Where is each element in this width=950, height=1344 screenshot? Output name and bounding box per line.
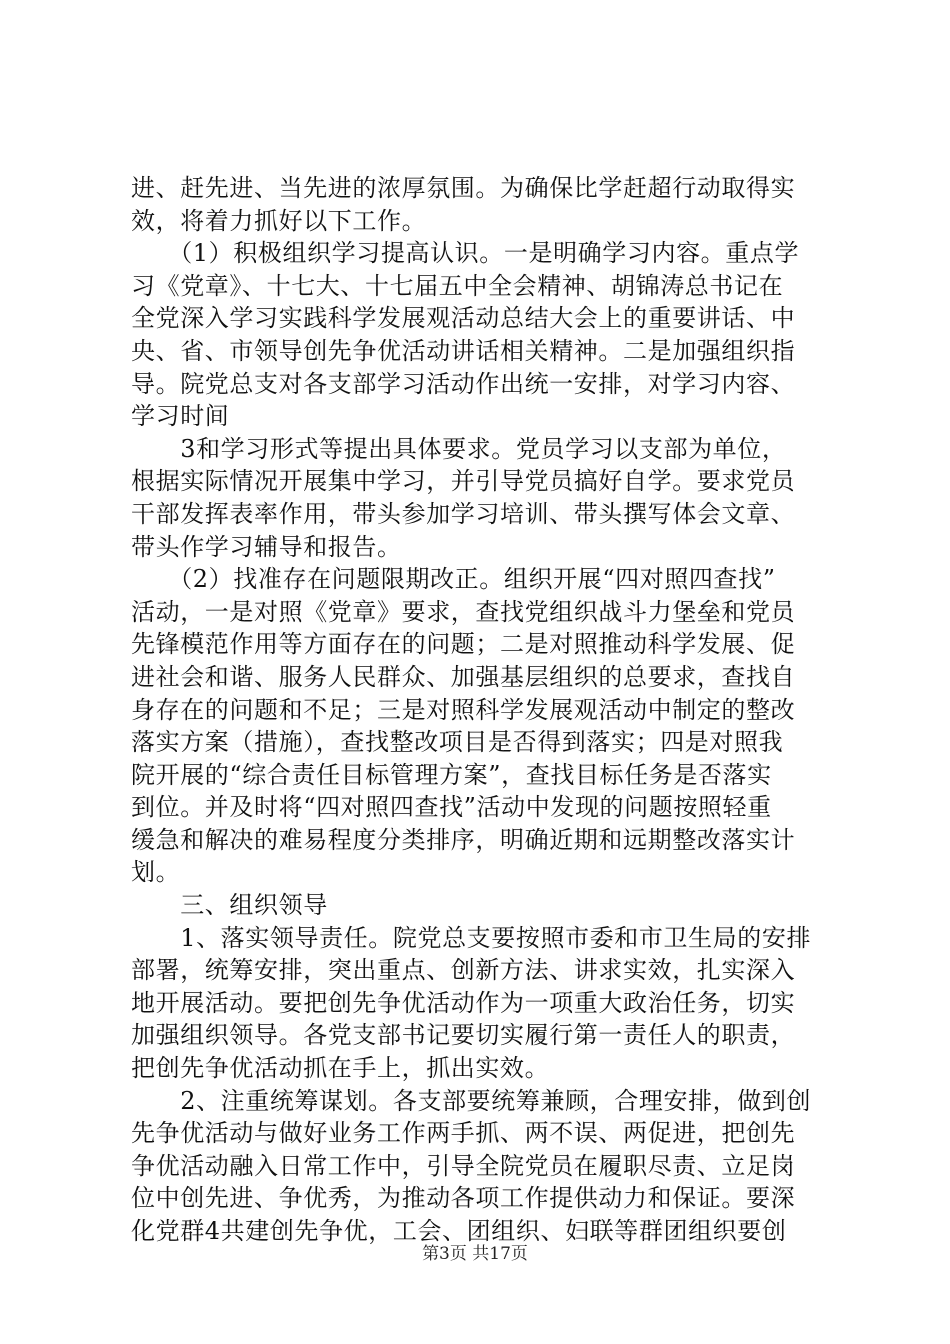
document-body — [131, 172, 831, 1248]
page-footer: 第3页 共17页 — [422, 1244, 528, 1264]
text-line: 身存在的问题和不足；三是对照科学发展观活动中制定的整改 — [131, 695, 796, 724]
text-line: 导。院党总支对各支部学习活动作出统一安排，对学习内容、 — [131, 369, 796, 398]
text-line: 进、赶先进、当先进的浓厚氛围。为确保比学赶超行动取得实 — [131, 174, 796, 202]
text-line: 争优活动融入日常工作中，引导全院党员在履职尽责、立足岗 — [131, 1151, 796, 1180]
text-line: 到位。并及时将“四对照四查找”活动中发现的问题按照轻重 — [131, 793, 772, 822]
text-line: 央、省、市领导创先争优活动讲话相关精神。二是加强组织指 — [131, 336, 796, 365]
text-line: 3和学习形式等提出具体要求。党员学习以支部为单位， — [131, 434, 787, 463]
text-line: 习《党章》、十七大、十七届五中全会精神、胡锦涛总书记在 — [131, 271, 784, 300]
text-line: 效，将着力抓好以下工作。 — [131, 206, 427, 235]
text-line: 院开展的“综合责任目标管理方案”，查找目标任务是否落实 — [131, 760, 772, 789]
text-line: 把创先争优活动抓在手上，抓出实效。 — [131, 1054, 550, 1083]
text-line: 加强组织领导。各党支部书记要切实履行第一责任人的职责， — [131, 1021, 796, 1050]
text-line: 活动，一是对照《党章》要求，查找党组织战斗力堡垒和党员 — [131, 597, 796, 626]
text-line: 先锋模范作用等方面存在的问题；二是对照推动科学发展、促 — [131, 630, 796, 659]
text-line: 根据实际情况开展集中学习，并引导党员搞好自学。要求党员 — [131, 467, 796, 496]
text-line: 化党群4共建创先争优，工会、团组织、妇联等群团组织要创 — [131, 1217, 787, 1245]
text-line: 部署，统筹安排，突出重点、创新方法、讲求实效，扎实深入 — [131, 956, 796, 985]
text-line: 三、组织领导 — [131, 891, 328, 920]
text-line: 1、落实领导责任。院党总支要按照市委和市卫生局的安排 — [131, 923, 812, 952]
text-line: 划。 — [131, 858, 181, 887]
text-line: （2）找准存在问题限期改正。组织开展“四对照四查找” — [131, 565, 776, 594]
text-line: 先争优活动与做好业务工作两手抓、两不误、两促进，把创先 — [131, 1119, 796, 1148]
text-line: 进社会和谐、服务人民群众、加强基层组织的总要求，查找自 — [131, 662, 796, 691]
text-line: 学习时间 — [131, 402, 230, 431]
text-line: 落实方案（措施），查找整改项目是否得到落实；四是对照我 — [131, 728, 784, 757]
text-line: 全党深入学习实践科学发展观活动总结大会上的重要讲话、中 — [131, 304, 796, 333]
text-line: 干部发挥表率作用，带头参加学习培训、带头撰写体会文章、 — [131, 499, 796, 528]
text-line: （1）积极组织学习提高认识。一是明确学习内容。重点学 — [131, 239, 800, 268]
text-line: 缓急和解决的难易程度分类排序，明确近期和远期整改落实计 — [131, 825, 796, 854]
text-line: 位中创先进、争优秀，为推动各项工作提供动力和保证。要深 — [131, 1184, 796, 1213]
text-line: 2、注重统筹谋划。各支部要统筹兼顾，合理安排，做到创 — [131, 1086, 812, 1115]
text-line: 带头作学习辅导和报告。 — [131, 532, 402, 561]
text-line: 地开展活动。要把创先争优活动作为一项重大政治任务，切实 — [131, 988, 796, 1017]
